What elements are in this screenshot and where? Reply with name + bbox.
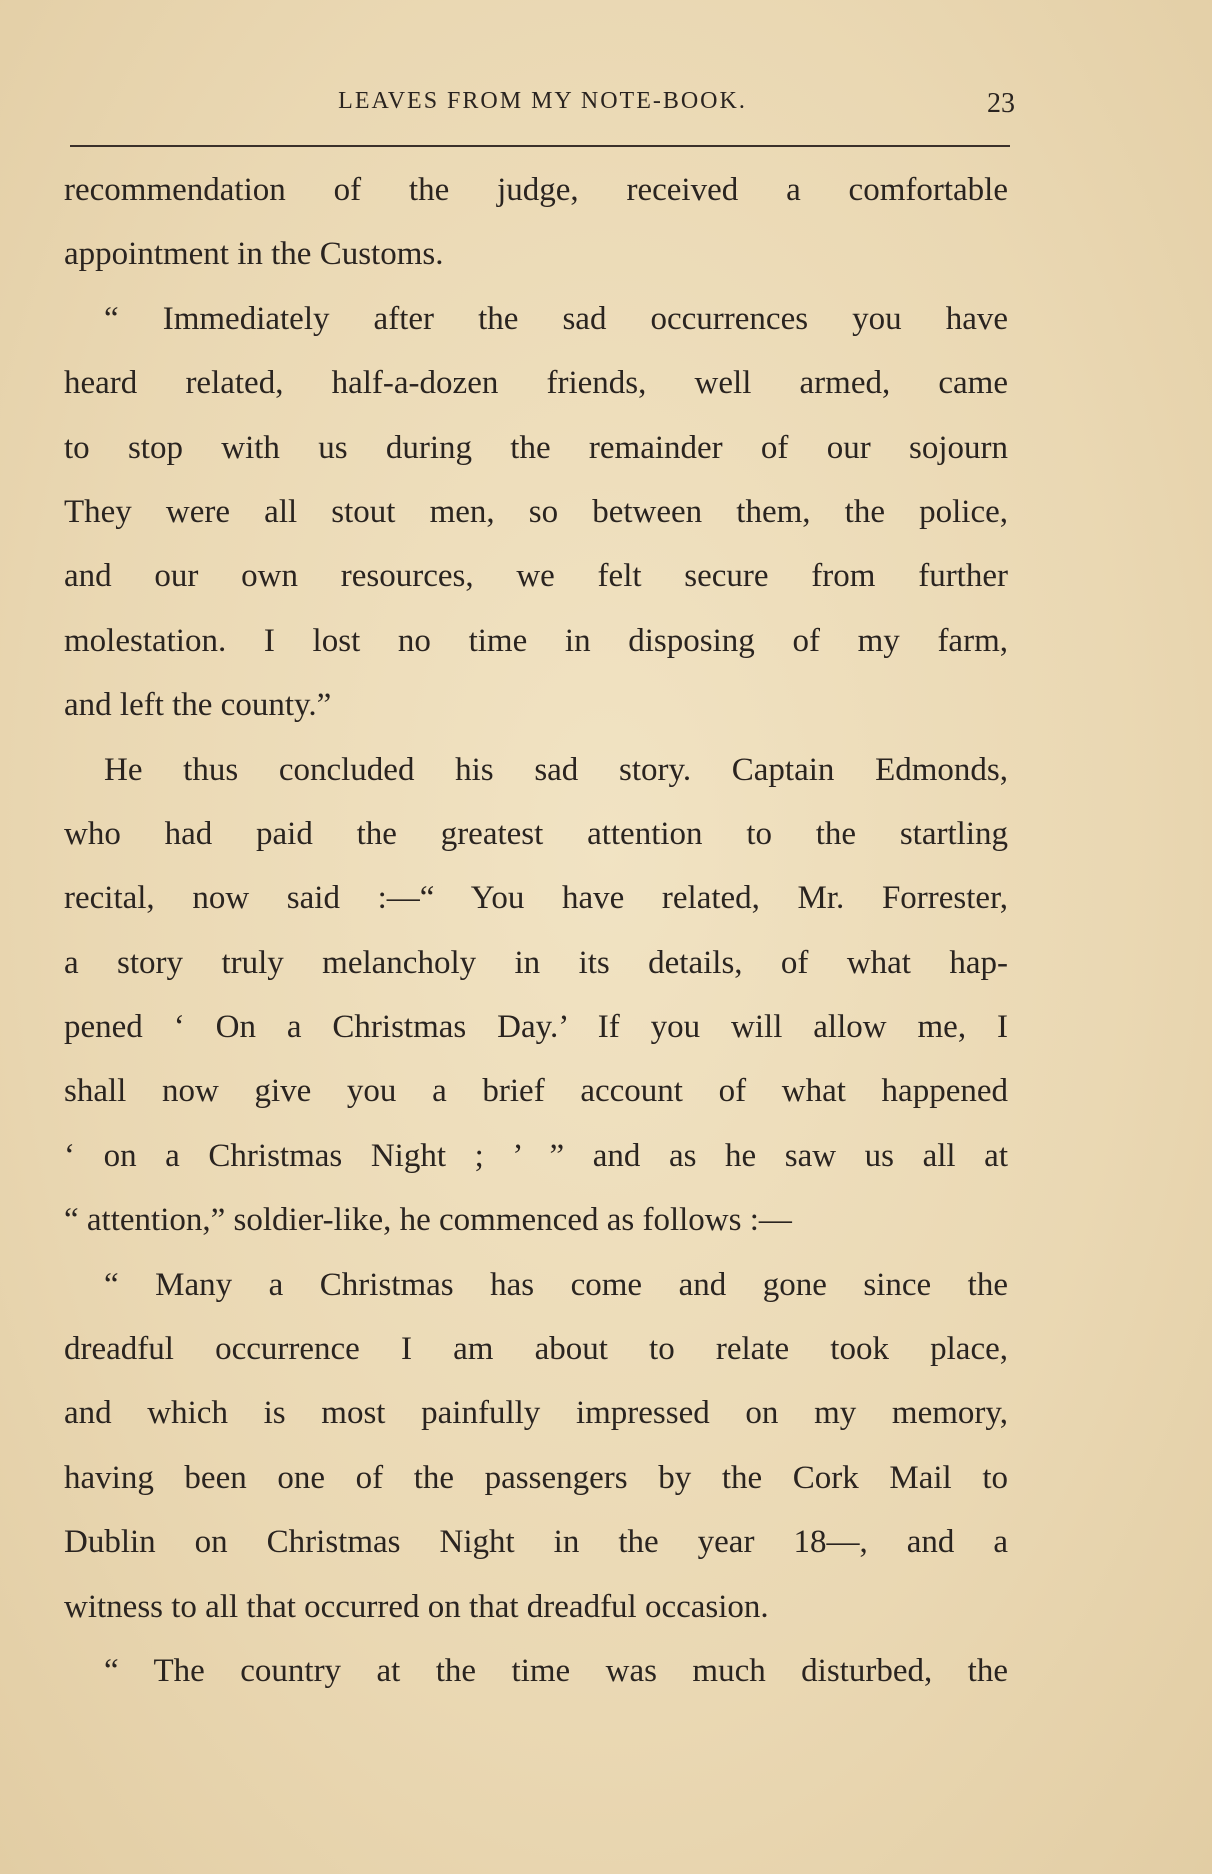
text-line: shall now give you a brief account of what happened <box>64 1073 1008 1110</box>
text-line: dreadful occurrence I am about to relate took place, <box>64 1331 1008 1368</box>
text-line: and our own resources, we felt secure from further <box>64 558 1008 595</box>
text-line: “ Immediately after the sad occurrences you have <box>104 300 1008 337</box>
text-line: He thus concluded his sad story. Captain Edmonds, <box>104 751 1008 788</box>
text-line: having been one of the passengers by the Cork Mail to <box>64 1459 1008 1496</box>
header-rule <box>70 145 1010 147</box>
text-line: to stop with us during the remainder of our sojourn <box>64 429 1008 466</box>
text-line: who had paid the greatest attention to the startling <box>64 815 1008 852</box>
text-line: appointment in the Customs. <box>64 236 444 273</box>
text-line: witness to all that occurred on that dreadful occasion. <box>64 1588 769 1625</box>
text-line: ‘ on a Christmas Night ; ’ ” and as he saw us all at <box>64 1137 1008 1174</box>
text-line: molestation. I lost no time in disposing of my farm, <box>64 622 1008 659</box>
running-head <box>70 88 1015 128</box>
text-line: “ Many a Christmas has come and gone since the <box>104 1266 1008 1303</box>
body-text <box>64 158 1008 1703</box>
text-line: pened ‘ On a Christmas Day.’ If you will allow me, I <box>64 1009 1008 1046</box>
text-line: recital, now said :—“ You have related, Mr. Forrester, <box>64 880 1008 917</box>
text-line: “ attention,” soldier-like, he commenced as follows :— <box>64 1202 792 1239</box>
text-line: They were all stout men, so between them, the police, <box>64 493 1008 530</box>
text-line: Dublin on Christmas Night in the year 18—, and a <box>64 1524 1008 1561</box>
text-line: “ The country at the time was much disturbed, the <box>104 1652 1008 1689</box>
page-number: 23 <box>987 88 1015 119</box>
running-title: LEAVES FROM MY NOTE-BOOK. <box>338 88 747 114</box>
text-line: a story truly melancholy in its details, of what hap- <box>64 944 1008 981</box>
text-line: and which is most painfully impressed on my memory, <box>64 1395 1008 1432</box>
text-line: and left the county.” <box>64 687 332 724</box>
text-line: recommendation of the judge, received a comfortable <box>64 172 1008 208</box>
text-line: heard related, half-a-dozen friends, well armed, came <box>64 365 1008 402</box>
